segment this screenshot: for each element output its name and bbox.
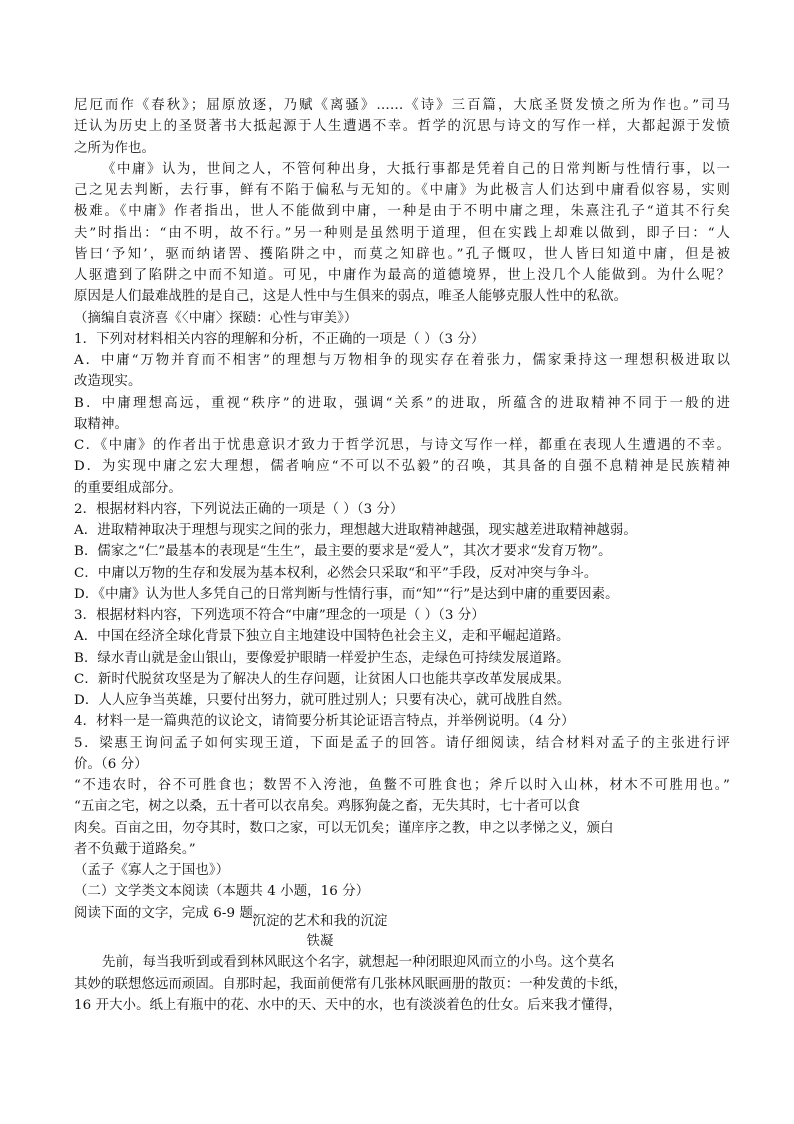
- text-line: B．中庸理想高远，重视“秩序”的进取，强调“关系”的进取，所蕴含的进取精神不同于一般的进: [74, 395, 730, 411]
- text-line: 改造现实。: [74, 374, 142, 390]
- article-line: 先前，每当我听到或看到林风眠这个名字，就想起一种闭眼迎风而立的小鸟。这个莫名: [102, 955, 615, 970]
- text-line: A．中庸“万物并育而不相害”的理想与万物相争的现实存在着张力，儒家秉持这一理想积极进取以: [74, 353, 730, 368]
- text-line: 极难。《中庸》作者指出，世人不能做到中庸，一种是由于不明中庸之理，朱熹注孔子“道其不行矣: [74, 204, 730, 220]
- text-line: 阅读下面的文字，完成 6-9 题。: [74, 905, 267, 921]
- text-line: 2．根据材料内容，下列说法正确的一项是（ ）（3 分）: [74, 501, 404, 517]
- text-line: 原因是人们最难战胜的是自己，这是人性中与生俱来的弱点，唯圣人能够克服人性中的私欲。: [74, 289, 628, 305]
- text-line: A．中国在经济全球化背景下独立自主地建设中国特色社会主义，走和平崛起道路。: [74, 629, 570, 645]
- text-line: 者不负戴于道路矣。”: [74, 841, 196, 857]
- text-line: 4．材料一是一篇典范的议论文，请简要分析其论证语言特点，并举例说明。（4 分）: [74, 714, 575, 730]
- article-line: 其妙的联想悠远而顽固。自那时起，我面前便常有几张林风眠画册的散页：一种发黄的卡纸，: [74, 976, 628, 992]
- text-line: 皆曰‘予知’，驱而纳诸罟、擭陷阱之中，而莫之知辟也。”孔子慨叹，世人皆曰知道中庸，但是被: [74, 246, 730, 262]
- text-line: D．人人应争当英雄，只要付出努力，就可胜过别人；只要有决心，就可战胜自然。: [74, 693, 571, 708]
- text-line: 夫”时指出：“由不明，故不行。”另一种则是虽然明于道理，但在实践上却难以做到，即子曰：“人: [74, 225, 730, 241]
- text-line: 取精神。: [74, 416, 128, 432]
- text-line: A．进取精神取决于理想与现实之间的张力，理想越大进取精神越强，现实越差进取精神越弱。: [74, 523, 637, 538]
- text-line: 3．根据材料内容，下列选项不符合“中庸”理念的一项是（ ）（3 分）: [74, 608, 485, 623]
- text-line: C．中庸以万物的生存和发展为基本权利，必然会只采取“和平”手段，反对冲突与争斗。: [74, 565, 598, 581]
- text-line: B．绿水青山就是金山银山，要像爱护眼睛一样爱护生态，走绿色可持续发展道路。: [74, 650, 570, 666]
- text-line: B．儒家之“仁”最基本的表现是“生生”，最主要的要求是“爱人”，其次才要求“发育万物”。: [74, 544, 612, 560]
- text-line: （二）文学类文本阅读（本题共 4 小题，16 分）: [74, 884, 370, 900]
- text-line: 《中庸》认为，世间之人，不管何种出身，大抵行事都是凭着自己的日常判断与性情行事，以一: [102, 161, 730, 177]
- text-line: “不违农时，谷不可胜食也；数罟不入洿池，鱼鳖不可胜食也；斧斤以时入山林，材木不可胜用也。”: [74, 778, 730, 793]
- text-line: 价。（6 分）: [74, 756, 148, 772]
- article-author: 铁凝: [306, 934, 334, 949]
- text-line: D．《中庸》认为世人多凭自己的日常判断与性情行事，而“知”“行”是达到中庸的重要因素。: [74, 586, 619, 602]
- article-title: 沉淀的艺术和我的沉淀: [252, 914, 388, 929]
- text-line: “五亩之宅，树之以桑，五十者可以衣帛矣。鸡豚狗彘之畜，无失其时，七十者可以食: [74, 799, 581, 815]
- article-line: 16 开大小。纸上有瓶中的花、水中的天、天中的水，也有淡淡着色的仕女。后来我才懂得，: [74, 998, 622, 1013]
- text-line: 迁认为历史上的圣贤著书大抵起源于人生遭遇不幸。哲学的沉思与诗文的写作一样，大都起源于发愤: [74, 119, 730, 135]
- text-line: 5．梁惠王询问孟子如何实现王道，下面是孟子的回答。请仔细阅读，结合材料对孟子的主张进行评: [74, 735, 730, 751]
- text-line: 的重要组成部分。: [74, 480, 182, 496]
- text-line: （摘编自袁济喜《〈中庸〉探赜：心性与审美》）: [74, 310, 358, 326]
- text-line: C．新时代脱贫攻坚是为了解决人的生存问题，让贫困人口也能共享改革发展成果。: [74, 671, 571, 687]
- text-line: 肉矣。百亩之田，勿夺其时，数口之家，可以无饥矣；谨庠序之教，申之以孝悌之义，颁白: [74, 820, 614, 836]
- text-line: D．为实现中庸之宏大理想，儒者响应“不可以不弘毅”的召唤，其具备的自强不息精神是民族精神: [74, 459, 730, 475]
- text-line: 1．下列对材料相关内容的理解和分析，不正确的一项是（ ）（3 分）: [74, 331, 485, 347]
- text-line: 人驱遣到了陷阱之中而不知道。可见，中庸作为最高的道德境界，世上没几个人能做到。为什么呢？: [74, 268, 730, 283]
- text-line: 尼厄而作《春秋》；屈原放逐，乃赋《离骚》……《诗》三百篇，大底圣贤发愤之所为作也。”司马: [74, 98, 730, 113]
- text-line: （孟子《寡人之于国也》）: [74, 863, 230, 878]
- text-line: 己之见去判断，去行事，鲜有不陷于偏私与无知的。《中庸》为此极言人们达到中庸看似容易，实则: [74, 183, 730, 198]
- text-line: C．《中庸》的作者出于忧患意识才致力于哲学沉思，与诗文写作一样，都重在表现人生遭遇的不幸。: [74, 438, 730, 453]
- text-line: 之所为作也。: [74, 140, 155, 156]
